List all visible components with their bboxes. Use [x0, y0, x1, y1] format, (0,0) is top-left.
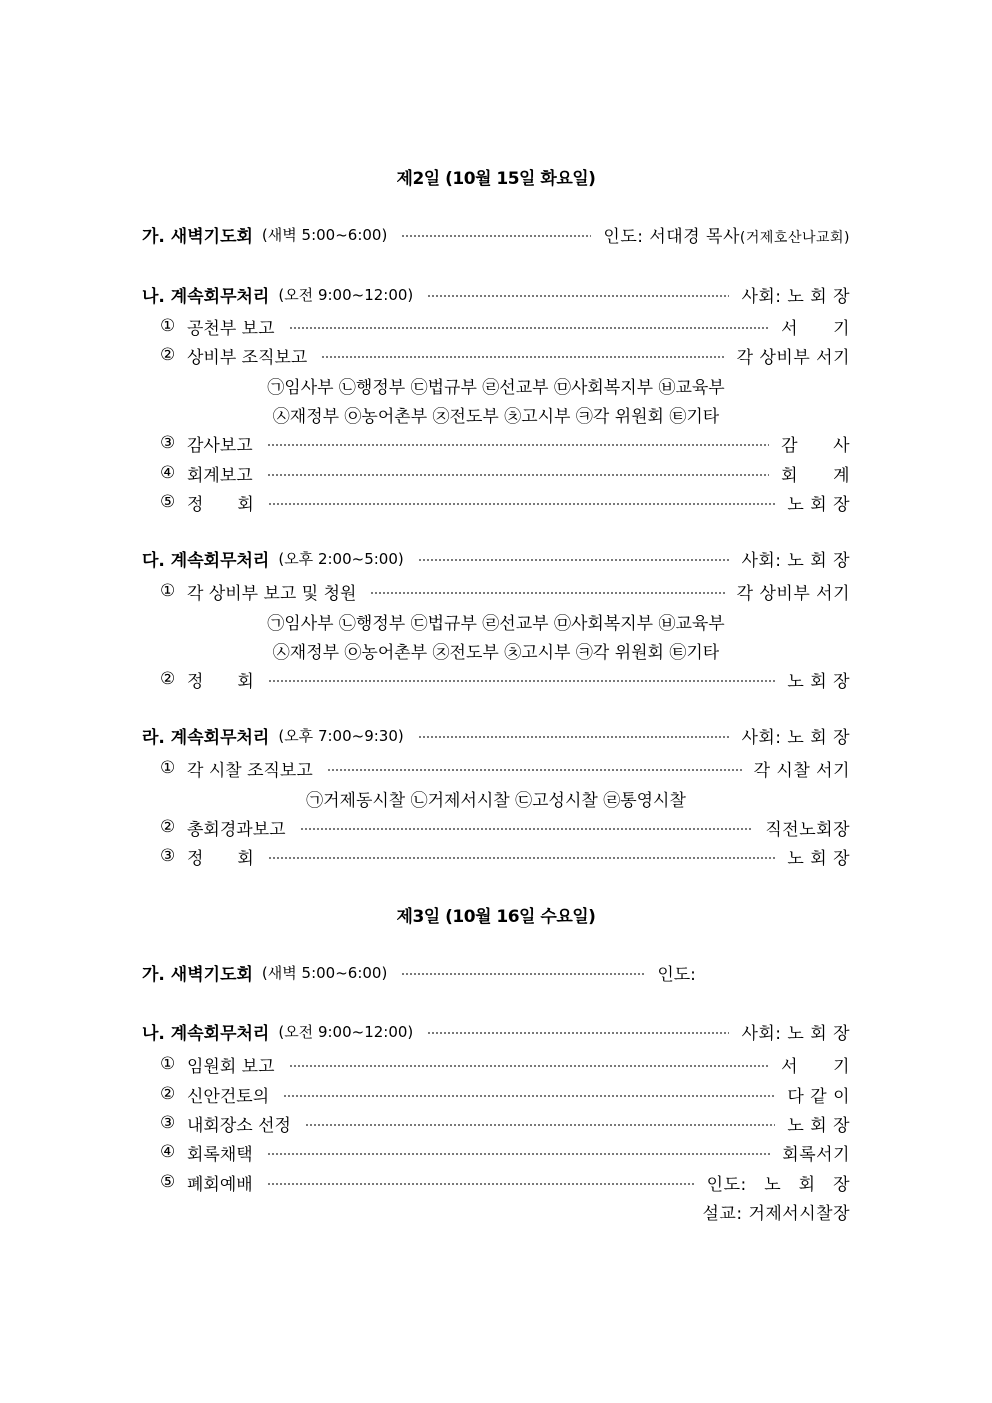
item-title: 폐회예배: [187, 1174, 253, 1195]
agenda-item: ① 공천부 보고 서 기: [160, 313, 850, 339]
sermon-line: [160, 1198, 850, 1224]
dot-leader: [267, 444, 769, 446]
leader: 인도: 서대경 목사(거제호산나교회): [603, 226, 850, 247]
section-label: 나. 계속회무처리: [142, 286, 270, 307]
item-responsible: 각 상비부 서기: [736, 347, 850, 368]
section-label: 나. 계속회무처리: [142, 1023, 270, 1044]
agenda-item: ③ 감사보고 감 사: [160, 430, 850, 456]
day3-dawn-prayer: [142, 959, 850, 985]
department-list: ㉠임사부 ㉡행정부 ㉢법규부 ㉣선교부 ㉤사회복지부 ㉥교육부: [267, 614, 725, 634]
item-title: 정 회: [187, 671, 254, 692]
item-title: 정 회: [187, 848, 254, 869]
day2-session-evening: [142, 722, 850, 748]
day3-title: 제3일 (10월 16일 수요일): [396, 907, 596, 927]
item-responsible: 서 기: [781, 318, 850, 339]
item-title: 내회장소 선정: [187, 1115, 291, 1136]
item-responsible: 각 시찰 서기: [753, 760, 850, 781]
host: 사회: 노 회 장: [741, 727, 850, 748]
item-responsible: 노 회 장: [787, 848, 850, 869]
section-label: 라. 계속회무처리: [142, 727, 270, 748]
agenda-item: ② 신안건토의 다 같 이: [160, 1081, 850, 1107]
dot-leader: [401, 235, 591, 237]
sermon-preacher: 설교: 거제서시찰장: [702, 1203, 850, 1224]
dot-leader: [289, 1065, 770, 1067]
item-responsible: 각 상비부 서기: [736, 583, 850, 604]
leader: 인도:: [657, 964, 696, 985]
department-list: ㉠임사부 ㉡행정부 ㉢법규부 ㉣선교부 ㉤사회복지부 ㉥교육부: [267, 378, 725, 398]
agenda-item: ⑤ 폐회예배 인도: 노 회 장: [160, 1169, 850, 1195]
day2-session-morning: [142, 281, 850, 307]
item-title: 상비부 조직보고: [187, 347, 308, 368]
host: 사회: 노 회 장: [741, 286, 850, 307]
section-label: 다. 계속회무처리: [142, 550, 270, 571]
dot-leader: [401, 973, 645, 975]
item-title: 임원회 보고: [187, 1056, 275, 1077]
item-title: 총회경과보고: [187, 819, 286, 840]
agenda-item: ③ 정 회 노 회 장: [160, 843, 850, 869]
dot-leader: [289, 327, 770, 329]
dot-leader: [267, 1183, 695, 1185]
item-title: 각 상비부 보고 및 청원: [187, 583, 357, 604]
agenda-item: ④ 회록채택 회록서기: [160, 1139, 850, 1165]
item-title: 정 회: [187, 494, 254, 515]
dot-leader: [321, 356, 724, 358]
section-time: (오전 9:00~12:00): [278, 1022, 414, 1041]
dot-leader: [370, 592, 724, 594]
dot-leader: [267, 474, 769, 476]
item-title: 공천부 보고: [187, 318, 275, 339]
day2-dawn-prayer: [142, 221, 850, 247]
host: 사회: 노 회 장: [741, 1023, 850, 1044]
day2-title: 제2일 (10월 15일 화요일): [396, 169, 596, 189]
agenda-item: ④ 회계보고 회 계: [160, 460, 850, 486]
item-title: 회록채택: [187, 1144, 253, 1165]
dot-leader: [283, 1095, 775, 1097]
section-time: (오후 7:00~9:30): [278, 726, 404, 745]
agenda-item: ① 각 상비부 보고 및 청원 각 상비부 서기: [160, 578, 850, 604]
dot-leader: [305, 1124, 775, 1126]
sichal-list: ㉠거제동시찰 ㉡거제서시찰 ㉢고성시찰 ㉣통영시찰: [306, 791, 686, 811]
host: 사회: 노 회 장: [741, 550, 850, 571]
item-responsible: 직전노회장: [765, 819, 850, 840]
dot-leader: [268, 503, 776, 505]
dot-leader: [267, 1153, 771, 1155]
item-responsible: 감 사: [781, 435, 850, 456]
item-responsible: 인도: 노 회 장: [706, 1174, 850, 1195]
section-time: (새벽 5:00~6:00): [261, 225, 388, 244]
dot-leader: [268, 680, 776, 682]
dot-leader: [427, 295, 729, 297]
agenda-item: ① 각 시찰 조직보고 각 시찰 서기: [160, 755, 850, 781]
agenda-item: ② 총회경과보고 직전노회장: [160, 814, 850, 840]
agenda-item: ① 임원회 보고 서 기: [160, 1051, 850, 1077]
dot-leader: [327, 769, 742, 771]
item-responsible: 노 회 장: [787, 671, 850, 692]
dot-leader: [427, 1032, 729, 1034]
section-time: (오전 9:00~12:00): [278, 285, 414, 304]
item-title: 감사보고: [187, 435, 253, 456]
item-responsible: 회 계: [781, 465, 850, 486]
section-time: (새벽 5:00~6:00): [261, 963, 388, 982]
day2-session-afternoon: [142, 545, 850, 571]
section-label: 가. 새벽기도회: [142, 964, 253, 985]
section-time: (오후 2:00~5:00): [278, 549, 404, 568]
item-responsible: 다 같 이: [787, 1086, 850, 1107]
agenda-item: ② 상비부 조직보고 각 상비부 서기: [160, 342, 850, 368]
item-title: 회계보고: [187, 465, 253, 486]
item-responsible: 서 기: [781, 1056, 850, 1077]
agenda-item: ⑤ 정 회 노 회 장: [160, 489, 850, 515]
item-title: 각 시찰 조직보고: [187, 760, 313, 781]
section-label: 가. 새벽기도회: [142, 226, 253, 247]
dot-leader: [418, 736, 730, 738]
dot-leader: [300, 828, 754, 830]
department-list: ㉦재정부 ㉧농어촌부 ㉨전도부 ㉩고시부 ㉪각 위원회 ㉫기타: [272, 407, 720, 427]
agenda-item: ③ 내회장소 선정 노 회 장: [160, 1110, 850, 1136]
day3-session-morning: [142, 1018, 850, 1044]
dot-leader: [418, 559, 730, 561]
item-responsible: 노 회 장: [787, 494, 850, 515]
department-list: ㉦재정부 ㉧농어촌부 ㉨전도부 ㉩고시부 ㉪각 위원회 ㉫기타: [272, 643, 720, 663]
agenda-item: ② 정 회 노 회 장: [160, 666, 850, 692]
item-responsible: 회록서기: [782, 1144, 850, 1165]
dot-leader: [268, 857, 776, 859]
item-title: 신안건토의: [187, 1086, 270, 1107]
item-responsible: 노 회 장: [787, 1115, 850, 1136]
